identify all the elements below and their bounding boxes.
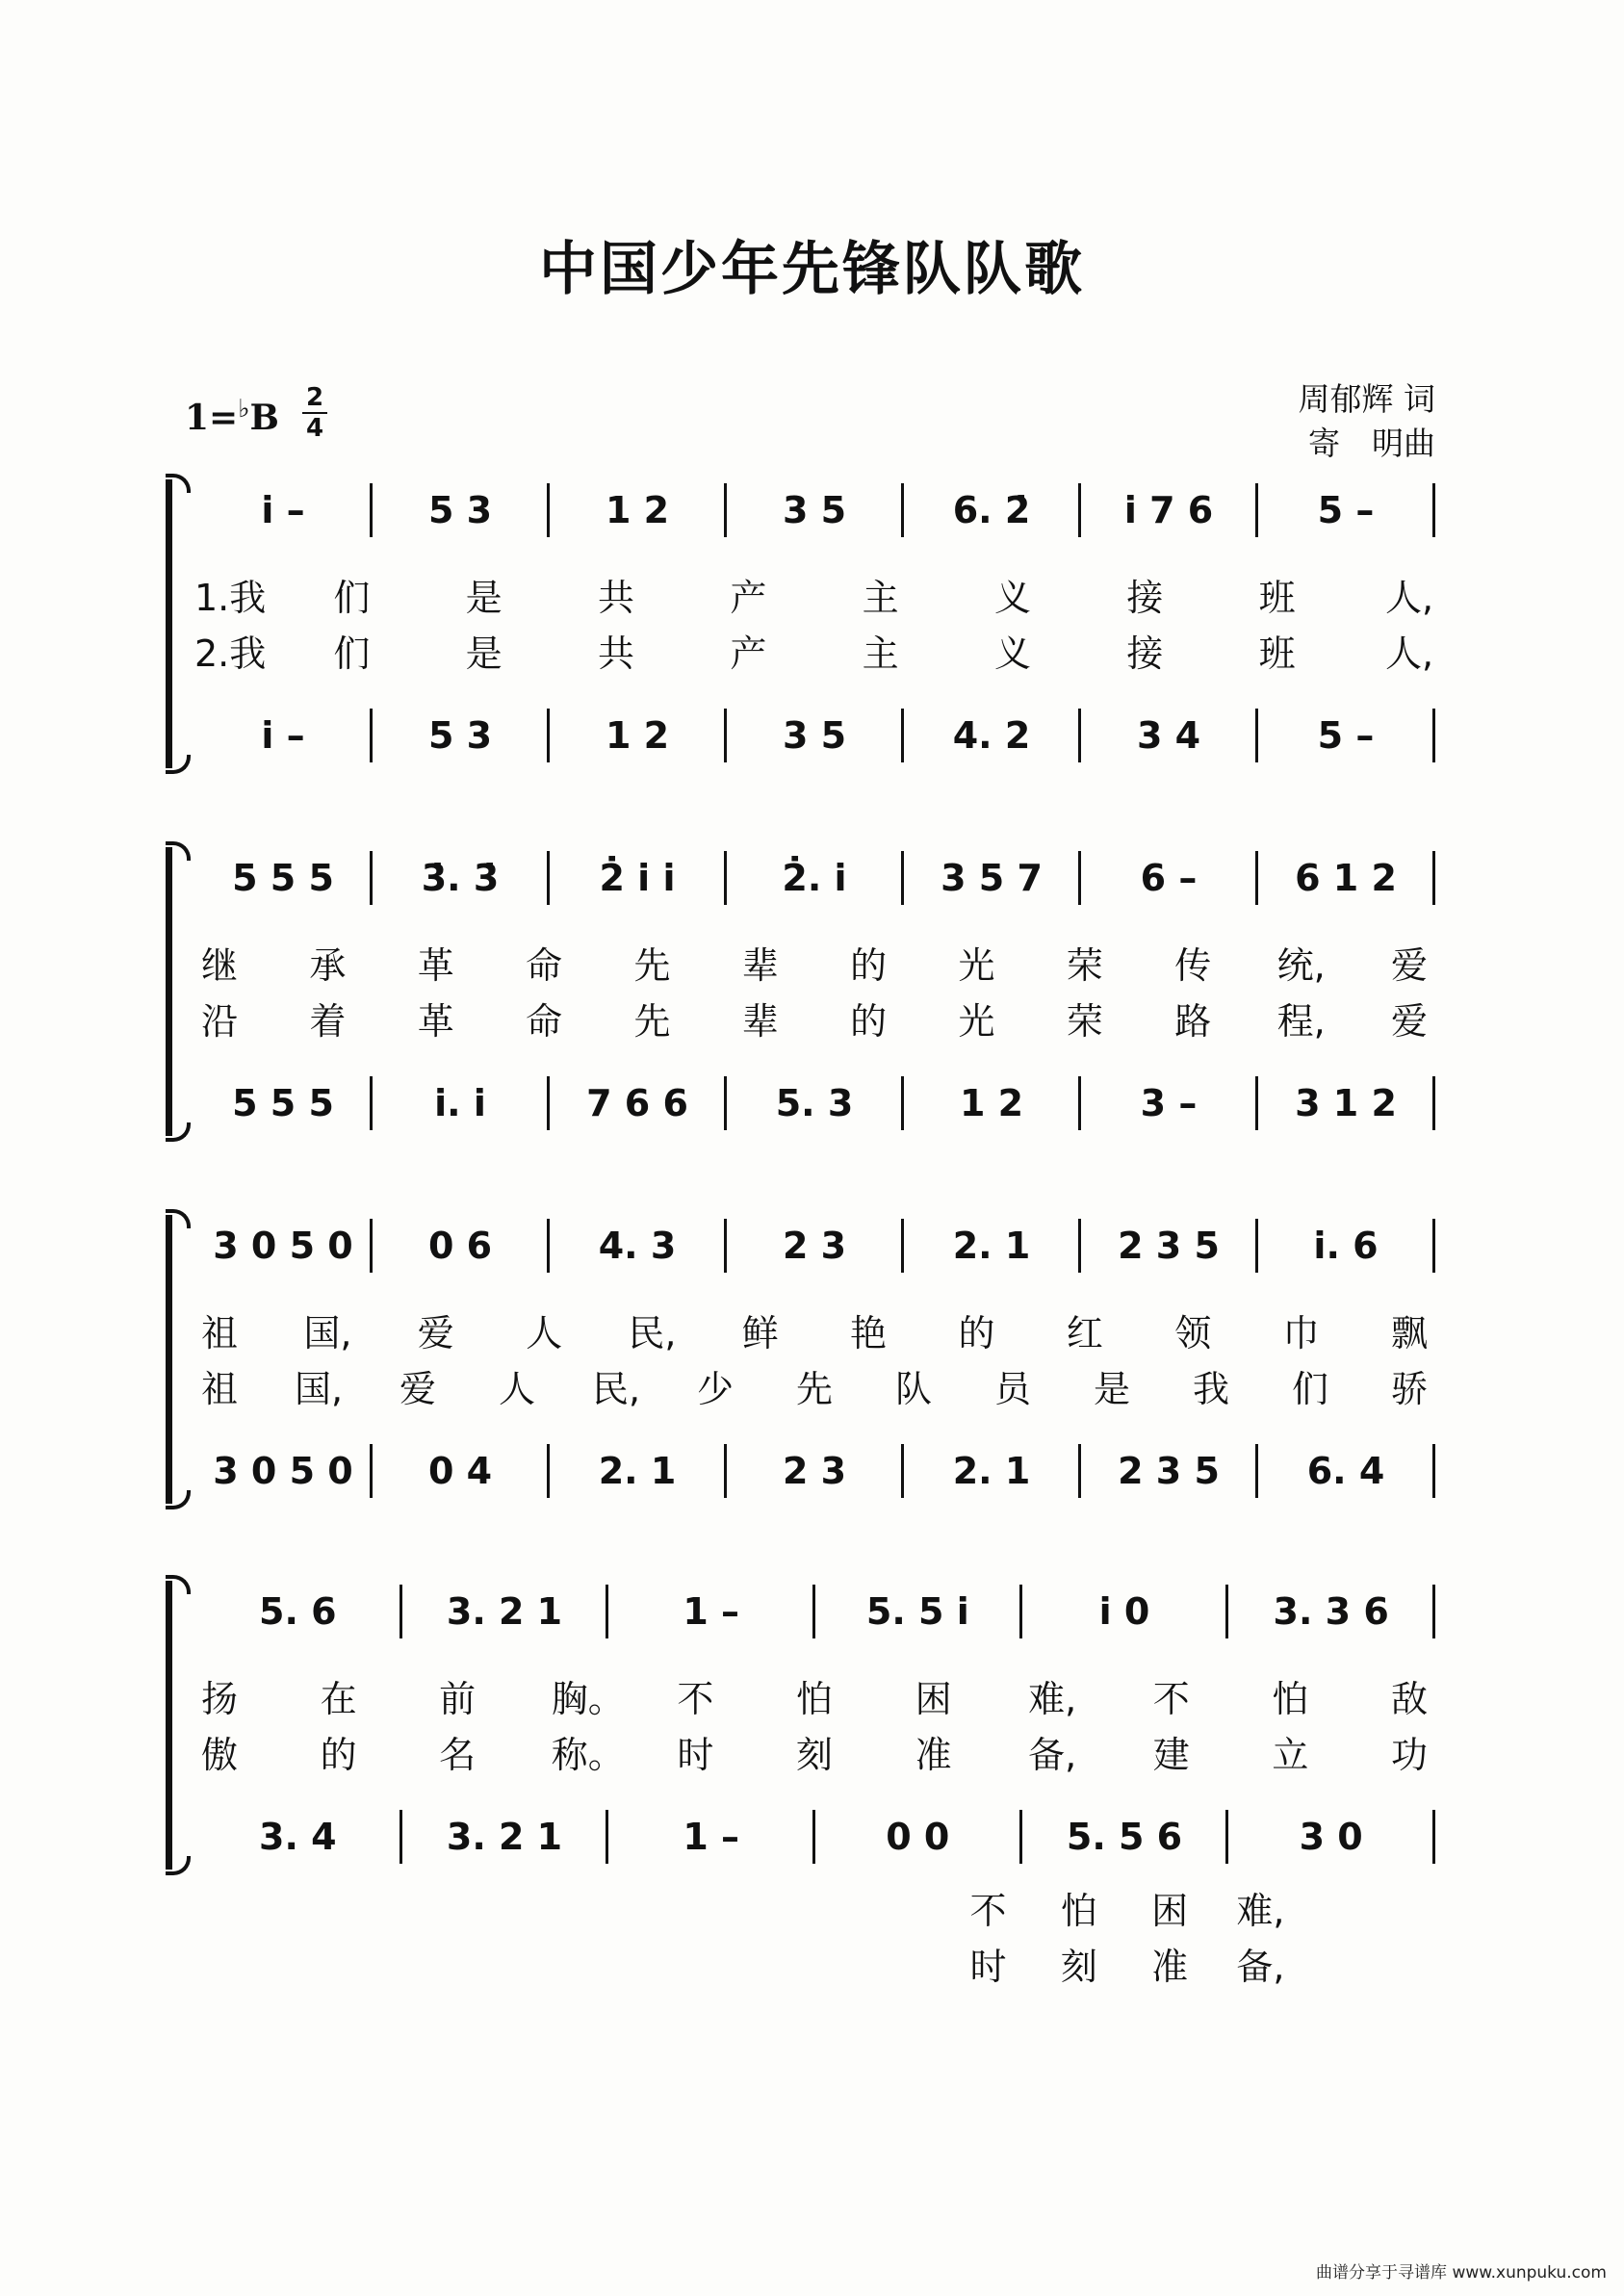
barline [1432,1219,1435,1273]
measure-notes: 6 1 2 [1295,857,1397,899]
measure-notes: 3 0 5 0 [213,1225,353,1267]
lyric-syllable: 接 [1126,632,1164,675]
lyric-syllable: 前 [439,1678,477,1720]
measure-notes: 3. 4 [259,1816,337,1858]
lyric-syllable: 沿 [200,1000,238,1043]
composer-credit: 寄 明曲 [1308,425,1435,462]
lyric-syllable: 辈 [741,944,779,987]
measure-notes: 1 2 [605,714,670,757]
lyric-syllable: 敌 [1390,1678,1428,1720]
barline [606,1585,608,1638]
barline [370,1219,373,1273]
lyric-syllable: 爱 [1390,1000,1428,1043]
score-system [173,1581,1434,1988]
barline [1432,1585,1435,1638]
lyric-syllable: 主 [862,632,899,675]
lyric-syllable: 飘 [1390,1312,1428,1354]
lyric-syllable: 路 [1174,1000,1212,1043]
barline [901,851,904,905]
lyric-syllable: 班 [1258,577,1296,619]
lyric-syllable: 先 [633,944,671,987]
barline [901,709,904,762]
measure-notes: 7 6 6 [586,1082,688,1124]
system-bracket [166,847,186,1136]
measure-notes: 3. 2 1 [446,1816,563,1858]
measure-notes: 3 5 [782,714,847,757]
lyric-syllable: 不 [677,1678,714,1720]
measure-notes: 5 5 5 [232,1082,334,1124]
measure-notes: 3 5 7 [941,857,1043,899]
measure-notes: 1 – [683,1590,739,1633]
lyric-syllable: 是 [465,577,503,619]
flat-sign: ♭ [238,395,250,424]
measure-notes: 2̇ i̇ i̇ [599,857,676,899]
lyric-syllable: 队 [894,1368,932,1410]
lyric-syllable: 备, [1028,1734,1077,1776]
barline [370,483,373,537]
measure-notes: 5. 3 [775,1082,854,1124]
upper-voice-staff [194,1581,1434,1648]
lyric-syllable: 程, [1276,1000,1326,1043]
measure-notes: 2̇. i̇ [782,857,847,899]
measure-notes: 0 0 [886,1816,950,1858]
lyric-syllable: 产 [730,577,767,619]
lyrics-verse-2 [194,1359,1434,1410]
song-title: 中国少年先锋队队歌 [539,236,1085,303]
barline [1019,1810,1022,1864]
lyric-syllable: 先 [633,1000,671,1043]
lyric-syllable: 义 [993,632,1031,675]
key-prefix: 1= [185,398,239,438]
score-system [173,847,1434,1146]
lyric-syllable: 困 [915,1678,952,1720]
lower-voice-staff [194,1806,1434,1873]
lyric-syllable: 接 [1126,577,1164,619]
lyric-syllable: 时 [969,1946,1007,1988]
lyric-syllable: 继 [200,944,238,987]
barline [370,851,373,905]
barline [1078,1219,1081,1273]
system-bracket [166,1581,186,1870]
barline [547,851,550,905]
barline [1078,1444,1081,1498]
lyric-syllable: 们 [333,632,371,675]
lyric-syllable: 怕 [795,1678,833,1720]
lyric-syllable: 革 [417,1000,454,1043]
lyric-syllable: 传 [1174,944,1212,987]
barline [1255,1076,1258,1130]
barline [1255,1219,1258,1273]
lyrics-verse-1 [194,936,1434,987]
measure-notes: 3 0 [1299,1816,1363,1858]
barline [1432,851,1435,905]
barline [370,709,373,762]
barline [1255,709,1258,762]
barline [1432,1810,1435,1864]
key-note: B [249,398,279,438]
lyric-syllable: 领 [1174,1312,1212,1354]
measure-notes: 6 – [1140,857,1198,899]
measure-notes: 2 3 5 [1118,1225,1220,1267]
lyric-syllable: 先 [795,1368,833,1410]
lyric-syllable: 的 [320,1734,357,1776]
lyric-syllable: 1.我 [194,577,267,619]
lyric-syllable: 是 [1093,1368,1130,1410]
barline [1432,1444,1435,1498]
lyric-syllable: 产 [730,632,767,675]
lyrics-verse-1 [194,1303,1434,1352]
barline [547,1219,550,1273]
lyric-syllable: 员 [993,1368,1031,1410]
time-signature [300,383,329,443]
lyric-syllable: 们 [333,577,371,619]
lyric-syllable: 民, [628,1312,677,1354]
upper-voice-staff [194,847,1434,915]
meter-bottom: 4 [305,414,324,443]
lyric-syllable: 不 [1152,1678,1190,1720]
measure-notes: 1 2 [959,1082,1024,1124]
lyric-syllable: 难, [1028,1678,1077,1720]
measure-notes: 3 – [1140,1082,1198,1124]
measure-notes: 2. 1 [598,1450,677,1492]
barline [1078,483,1081,537]
measure-notes: 6. 2̇ [952,489,1031,531]
meter-top: 2 [305,383,324,412]
measure-notes: 1 – [683,1816,739,1858]
lyric-syllable: 主 [862,577,899,619]
barline [1078,709,1081,762]
measure-notes: 5. 5 6 [1066,1816,1183,1858]
barline [1432,709,1435,762]
lyric-syllable: 的 [958,1312,995,1354]
barline [1019,1585,1022,1638]
measure-notes: 3 0 5 0 [213,1450,353,1492]
measure-notes: 5 3 [427,489,493,531]
barline [1255,483,1258,537]
key-signature [185,395,279,438]
score-system [173,479,1434,778]
barline [812,1585,815,1638]
measure-notes: i̇ – [261,714,305,757]
measure-notes: 5. 6 [259,1590,337,1633]
lyric-syllable: 是 [465,632,503,675]
lyric-syllable: 刻 [795,1734,833,1776]
barline [901,1444,904,1498]
system-bracket [166,479,186,768]
measure-notes: 2. 1 [952,1225,1031,1267]
lyric-syllable: 红 [1066,1312,1103,1354]
score-system [173,1215,1434,1513]
lower-lyrics-verse-2 [194,1937,1434,1988]
lyric-syllable: 鲜 [741,1312,779,1354]
measure-notes: 5 3 [427,714,493,757]
lyric-syllable: 爱 [399,1368,436,1410]
lyric-syllable: 建 [1152,1734,1190,1776]
lyric-syllable: 的 [850,944,888,987]
lyric-syllable: 我 [1192,1368,1229,1410]
lyrics-verse-2 [194,624,1434,675]
barline [724,1444,727,1498]
measure-notes: i̇ 0 [1098,1590,1150,1633]
measure-notes: 5 – [1317,489,1375,531]
barline [370,1444,373,1498]
measure-notes: 5. 5 i̇ [865,1590,969,1633]
lyrics-verse-1 [194,1669,1434,1720]
lyric-syllable: 怕 [1060,1890,1097,1932]
upper-voice-staff [194,1215,1434,1282]
lyric-syllable: 爱 [1390,944,1428,987]
measure-notes: 5 – [1317,714,1375,757]
lyric-syllable: 备, [1236,1946,1285,1988]
barline [547,709,550,762]
barline [901,1076,904,1130]
lyric-syllable: 不 [969,1890,1007,1932]
lyric-syllable: 巾 [1282,1312,1320,1354]
barline [547,1076,550,1130]
barline [400,1585,402,1638]
lyric-syllable: 共 [597,632,634,675]
footer-watermark: 曲谱分享于寻谱库 www.xunpuku.com [1316,2263,1607,2283]
barline [606,1810,608,1864]
lyric-syllable: 称。 [551,1734,625,1776]
lyric-syllable: 祖 [200,1368,238,1410]
lyric-syllable: 立 [1272,1734,1309,1776]
lyric-syllable: 准 [1151,1946,1189,1988]
measure-notes: 5 5 5 [232,857,334,899]
lyric-syllable: 怕 [1272,1678,1309,1720]
lyric-syllable: 胸。 [551,1678,625,1720]
measure-notes: 3 5 [782,489,847,531]
lyric-syllable: 2.我 [194,632,267,675]
lyric-syllable: 义 [993,577,1031,619]
barline [724,483,727,537]
lyric-syllable: 人, [1384,577,1434,619]
barline [400,1810,402,1864]
lyric-syllable: 困 [1151,1890,1189,1932]
measure-notes: 2 3 [782,1450,847,1492]
barline [1225,1585,1228,1638]
lyric-syllable: 光 [958,944,995,987]
lyric-syllable: 国, [303,1312,352,1354]
barline [901,1219,904,1273]
measure-notes: 3̇. 3̇ [421,857,500,899]
lyric-syllable: 功 [1390,1734,1428,1776]
measure-notes: i̇. i̇ [434,1082,486,1124]
lyric-syllable: 承 [309,944,347,987]
measure-notes: 0 4 [427,1450,493,1492]
measure-notes: 6. 4 [1306,1450,1385,1492]
barline [901,483,904,537]
lyric-syllable: 班 [1258,632,1296,675]
barline [547,1444,550,1498]
credits [1299,377,1436,466]
lyric-syllable: 人, [1384,632,1434,675]
measure-notes: i̇. 6 [1313,1225,1379,1267]
lower-voice-staff [194,1440,1434,1508]
upper-voice-staff [194,479,1434,547]
lyrics-verse-1 [194,568,1434,619]
measure-notes: 2. 1 [952,1450,1031,1492]
lyric-syllable: 革 [417,944,454,987]
lyric-syllable: 名 [439,1734,477,1776]
barline [1432,483,1435,537]
measure-notes: 1 2 [605,489,670,531]
lyric-syllable: 光 [958,1000,995,1043]
system-bracket [166,1215,186,1504]
lyric-syllable: 人 [526,1312,563,1354]
measure-notes: 2 3 5 [1118,1450,1220,1492]
lyric-syllable: 艳 [850,1312,888,1354]
lyric-syllable: 爱 [417,1312,454,1354]
measure-notes: 4. 2 [952,714,1031,757]
lyrics-verse-2 [194,992,1434,1043]
barline [370,1076,373,1130]
barline [724,1076,727,1130]
measure-notes: i̇ 7 6 [1123,489,1214,531]
lyric-syllable: 统, [1276,944,1326,987]
lyric-syllable: 在 [320,1678,357,1720]
measure-notes: 3. 2 1 [446,1590,563,1633]
barline [1255,1444,1258,1498]
barline [1225,1810,1228,1864]
lower-voice-staff [194,1072,1434,1140]
lyric-syllable: 的 [850,1000,888,1043]
barline [1255,851,1258,905]
measure-notes: 2 3 [782,1225,847,1267]
barline [812,1810,815,1864]
lyric-syllable: 难, [1236,1890,1285,1932]
lyric-syllable: 人 [498,1368,535,1410]
lyric-syllable: 民, [591,1368,641,1410]
lyric-syllable: 荣 [1066,1000,1103,1043]
barline [1432,1076,1435,1130]
lyricist-credit: 周郁辉 词 [1298,380,1435,418]
lyric-syllable: 共 [597,577,634,619]
measure-notes: 3 1 2 [1295,1082,1397,1124]
lyrics-verse-2 [194,1725,1434,1776]
measure-notes: i̇ – [261,489,305,531]
lyric-syllable: 着 [309,1000,347,1043]
barline [724,851,727,905]
lyric-syllable: 准 [915,1734,952,1776]
barline [724,1219,727,1273]
barline [547,483,550,537]
lyric-syllable: 骄 [1390,1368,1428,1410]
barline [1078,851,1081,905]
lower-lyrics-verse-1 [194,1881,1434,1932]
lyric-syllable: 们 [1291,1368,1328,1410]
lyric-syllable: 少 [696,1368,734,1410]
measure-notes: 3. 3 6 [1273,1590,1389,1633]
lyric-syllable: 祖 [200,1312,238,1354]
lyric-syllable: 傲 [200,1734,238,1776]
measure-notes: 3 4 [1136,714,1201,757]
lyric-syllable: 命 [526,944,563,987]
measure-notes: 0 6 [427,1225,493,1267]
lyric-syllable: 时 [677,1734,714,1776]
lyric-syllable: 辈 [741,1000,779,1043]
lyric-syllable: 刻 [1060,1946,1097,1988]
lyric-syllable: 命 [526,1000,563,1043]
lyric-syllable: 荣 [1066,944,1103,987]
barline [1078,1076,1081,1130]
barline [724,709,727,762]
lower-voice-staff [194,705,1434,772]
lyric-syllable: 国, [294,1368,344,1410]
lyric-syllable: 扬 [200,1678,238,1720]
measure-notes: 4. 3 [598,1225,677,1267]
